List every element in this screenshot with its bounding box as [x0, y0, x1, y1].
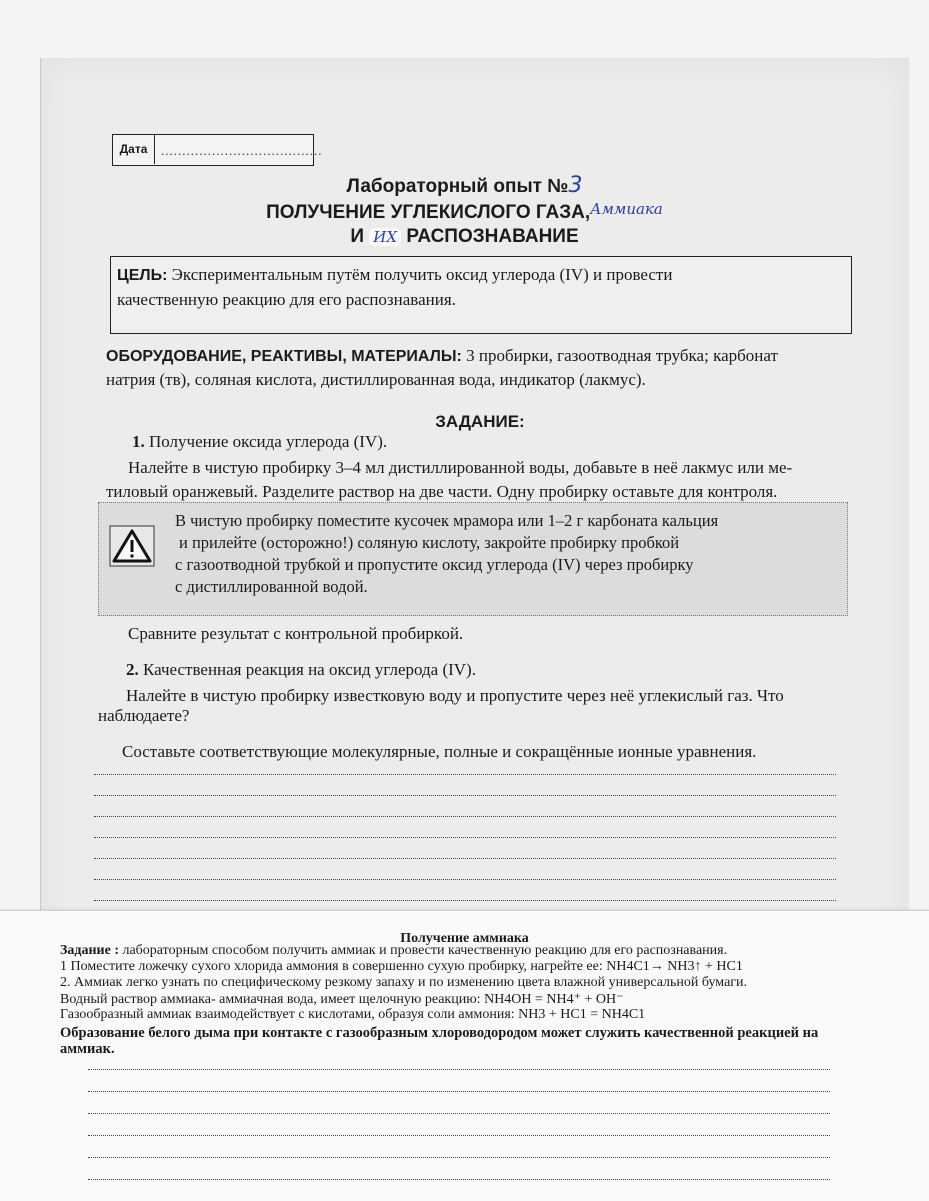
item1-line1: Налейте в чистую пробирку 3–4 мл дистиллированной воды, добавьте в неё лакмус или ме- — [128, 458, 793, 477]
warning-line-1: В чистую пробирку поместите кусочек мрамора или 1–2 г карбоната кальция — [175, 511, 719, 530]
item2-title-text: Качественная реакция на оксид углерода (IV). — [138, 660, 476, 679]
date-label: Дата — [113, 135, 155, 164]
ammonia-step4 — [60, 1007, 645, 1023]
ammonia-step3 — [60, 991, 624, 1008]
item1-number: 1. — [132, 432, 145, 451]
warning-line-4: с дистиллированной водой. — [175, 577, 368, 596]
ammonia-task-text: лабораторным способом получить аммиак и провести качественную реакцию для его распознавания. — [118, 943, 728, 958]
answer-line[interactable] — [88, 1091, 830, 1092]
goal-box — [110, 256, 852, 334]
warning-line-3: с газоотводной трубкой и пропустите оксид углерода (IV) через пробирку — [175, 555, 694, 574]
equipment-label: ОБОРУДОВАНИЕ, РЕАКТИВЫ, МАТЕРИАЛЫ: — [106, 348, 462, 365]
ammonia-step2: 2. Аммиак легко узнать по специфическому резкому запаху и по изменению цвета влажной универсальной бумаги. — [60, 975, 748, 990]
subtitle-line2 — [0, 226, 929, 248]
subtitle-start: И — [350, 226, 364, 247]
subtitle-text-1: ПОЛУЧЕНИЕ УГЛЕКИСЛОГО ГАЗА, — [266, 202, 591, 223]
equipment-line2: натрия (тв), соляная кислота, дистиллированная вода, индикатор (лакмус). — [106, 370, 646, 389]
answer-line[interactable] — [88, 1179, 830, 1180]
answer-line[interactable] — [94, 900, 836, 901]
subtitle-line1 — [0, 200, 929, 224]
item1-line2: тиловый оранжевый. Разделите раствор на две части. Одну пробирку оставьте для контроля. — [106, 482, 778, 501]
equipment-line1 — [106, 346, 866, 366]
goal-label: ЦЕЛЬ: — [117, 267, 168, 284]
item2-number: 2. — [126, 660, 139, 679]
answer-line[interactable] — [94, 879, 836, 880]
date-field[interactable] — [112, 134, 323, 166]
goal-text1: Экспериментальным путём получить оксид углерода (IV) и провести — [167, 265, 673, 284]
ammonia-conclusion-1: Образование белого дыма при контакте с газообразным хлороводородом может служить качественной реакцией на — [60, 1025, 819, 1041]
subtitle-end: РАСПОЗНАВАНИЕ — [406, 226, 579, 247]
date-dots: ...................................... — [161, 143, 323, 158]
ammonia-step1 — [60, 959, 743, 975]
page-title — [0, 173, 929, 198]
answer-line[interactable] — [94, 795, 836, 796]
step1-equation: NH4C1→ NH3↑ + HC1 — [606, 959, 743, 974]
task-heading: ЗАДАНИЕ: — [435, 412, 525, 431]
handwritten-addition: Аммиака — [590, 200, 663, 218]
handwritten-number: 3 — [568, 173, 583, 198]
step4-equation: NH3 + HC1 = NH4C1 — [518, 1007, 646, 1022]
task-item1-title — [132, 432, 387, 452]
warning-line-2: и прилейте (осторожно!) соляную кислоту, закройте пробирку пробкой — [179, 533, 680, 552]
item2-line1: Налейте в чистую пробирку известковую воду и пропустите через неё углекислый газ. Что — [126, 686, 784, 705]
warning-triangle-icon — [109, 525, 155, 567]
ammonia-task-label: Задание : — [60, 943, 119, 958]
ammonia-insert — [0, 910, 929, 1201]
answer-line[interactable] — [94, 774, 836, 775]
answer-line[interactable] — [94, 837, 836, 838]
handwritten-their: ИХ — [369, 228, 401, 246]
answer-line[interactable] — [88, 1157, 830, 1158]
goal-line2: качественную реакцию для его распознавания. — [117, 290, 456, 309]
answer-line[interactable] — [94, 816, 836, 817]
warning-box — [98, 502, 848, 616]
goal-line1 — [117, 265, 672, 285]
equipment-text1: 3 пробирки, газоотводная трубка; карбонат — [461, 346, 778, 365]
step1-text: 1 Поместите ложечку сухого хлорида аммония в совершенно сухую пробирку, нагрейте ее: — [60, 959, 607, 974]
answer-line[interactable] — [94, 858, 836, 859]
answer-line[interactable] — [88, 1069, 830, 1070]
answer-line[interactable] — [88, 1113, 830, 1114]
equations-prompt: Составьте соответствующие молекулярные, полные и сокращённые ионные уравнения. — [122, 742, 757, 761]
item2-line2: наблюдаете? — [98, 706, 190, 725]
compare-text: Сравните результат с контрольной пробиркой. — [128, 624, 464, 643]
step3-text: Водный раствор аммиака- аммиачная вода, имеет щелочную реакцию: — [60, 992, 485, 1007]
step3-equation: NH4OH = NH4⁺ + OH⁻ — [484, 992, 624, 1007]
step4-text: Газообразный аммиак взаимодействует с кислотами, образуя соли аммония: — [60, 1007, 519, 1022]
item1-title-text: Получение оксида углерода (IV). — [144, 432, 388, 451]
ammonia-title: Получение аммиака — [400, 931, 529, 946]
ammonia-task — [60, 943, 727, 959]
title-prefix: Лабораторный опыт № — [346, 176, 569, 197]
answer-line[interactable] — [88, 1135, 830, 1136]
ammonia-conclusion-2: аммиак. — [60, 1041, 115, 1057]
task-item2-title — [126, 660, 476, 680]
